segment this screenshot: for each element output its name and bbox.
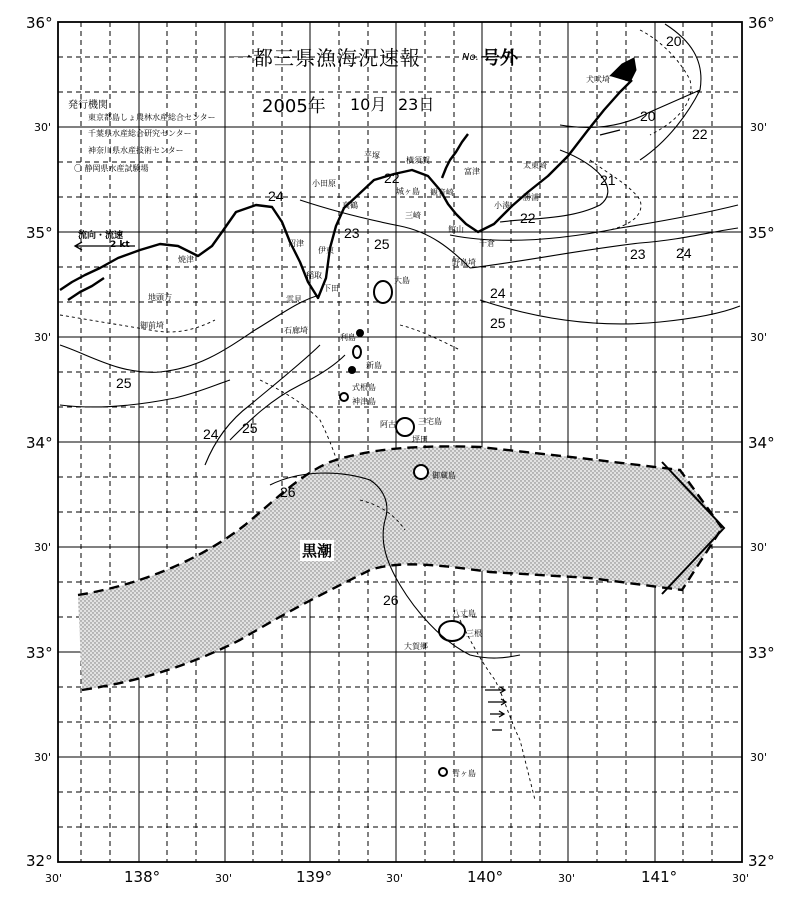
isotherm-label: 25 <box>490 315 506 331</box>
lon-label: 141° <box>641 868 678 886</box>
aogashima-island <box>439 768 447 776</box>
isotherm-label: 23 <box>344 225 360 241</box>
kuroshio-label: 黒潮 <box>302 542 333 560</box>
issuer-item: 千葉県水産総合研究センター <box>88 129 192 138</box>
lat-label-left: 33° <box>26 644 53 662</box>
current-legend-label: 流向・流速 <box>78 231 124 241</box>
place-label: 阿古 <box>380 420 396 429</box>
lat-label-right: 30' <box>750 541 768 554</box>
lat-label-right: 33° <box>748 644 775 662</box>
lat-label-right: 30' <box>750 751 768 764</box>
place-label: 坪田 <box>412 435 428 444</box>
isotherm-label: 25 <box>374 236 390 252</box>
place-label: 小田原 <box>312 179 336 188</box>
place-label: 雲見 <box>286 295 302 304</box>
place-label: 平塚 <box>364 151 380 160</box>
place-label: 焼津 <box>178 255 194 264</box>
lat-label-right: 30' <box>750 121 768 134</box>
place-label: 稲取 <box>306 271 322 280</box>
lat-label-right: 30' <box>750 331 768 344</box>
place-label: 太東崎 <box>523 161 547 170</box>
lat-label-left: 30' <box>34 751 52 764</box>
place-label: 神津島 <box>352 397 376 406</box>
place-label: 館山 <box>448 225 464 234</box>
lat-label-right: 36° <box>748 14 775 32</box>
place-label: 下田 <box>323 284 339 293</box>
place-label: 利島 <box>340 333 356 342</box>
place-label: 犬吠埼 <box>586 75 610 84</box>
isotherm-label: 24 <box>676 245 692 261</box>
lon-label: 30' <box>45 872 63 885</box>
oshima-island <box>374 281 392 303</box>
kozushima-island <box>340 393 348 401</box>
isotherm-label: 26 <box>280 484 296 500</box>
place-label: 小湊 <box>494 201 510 210</box>
isotherm-label: 20 <box>666 33 682 49</box>
place-label: 大島 <box>394 276 410 285</box>
isotherm-label: 24 <box>268 188 284 204</box>
place-label: 石廊埼 <box>284 326 308 335</box>
place-label: 富津 <box>464 167 480 176</box>
lon-label: 30' <box>386 872 404 885</box>
toshima-island <box>357 330 363 336</box>
place-label: 大賀郷 <box>404 642 428 651</box>
place-label: 御前埼 <box>140 321 164 330</box>
isotherm-label: 26 <box>383 592 399 608</box>
mikura-island <box>414 465 428 479</box>
bulletin-number-label: 号外 <box>482 48 518 69</box>
isotherm-label: 20 <box>640 108 656 124</box>
isotherm-label: 23 <box>630 246 646 262</box>
lat-label-left: 34° <box>26 434 53 452</box>
isotherm-label: 25 <box>116 375 132 391</box>
lat-label-left: 30' <box>34 541 52 554</box>
bulletin-number-mark: No. <box>462 52 479 63</box>
isotherm-label: 24 <box>490 285 506 301</box>
place-label: 横須賀 <box>406 156 430 165</box>
place-label: 伊東 <box>318 246 334 255</box>
isotherm-label: 24 <box>203 426 219 442</box>
place-label: 真鶴 <box>342 201 358 210</box>
isotherm-label: 25 <box>242 420 258 436</box>
lon-label: 138° <box>124 868 161 886</box>
lon-label: 139° <box>296 868 333 886</box>
place-label: 三崎 <box>405 211 421 220</box>
issuer-item: 東京都島しょ農林水産総合センター <box>88 113 216 122</box>
current-legend-speed: 2 kt <box>110 240 130 250</box>
lat-label-right: 32° <box>748 852 775 870</box>
place-label: 三根 <box>466 629 482 638</box>
date-year: 2005年 <box>262 96 326 117</box>
issuer-item: 神奈川県水産技術センター <box>88 146 184 155</box>
shikinejima-island <box>349 367 355 373</box>
place-label: 沼津 <box>288 239 304 248</box>
place-label: 青ヶ島 <box>452 769 476 778</box>
isotherm-label: 22 <box>384 170 400 186</box>
lon-label: 30' <box>215 872 233 885</box>
place-label: 勝浦 <box>523 193 539 202</box>
lon-label: 30' <box>558 872 576 885</box>
niijima-island <box>353 346 361 358</box>
lat-label-left: 32° <box>26 852 53 870</box>
place-label: 観音崎 <box>430 188 454 197</box>
isotherm-label: 22 <box>692 126 708 142</box>
lat-label-right: 35° <box>748 224 775 242</box>
place-label: 御蔵島 <box>432 471 456 480</box>
lon-label: 140° <box>467 868 504 886</box>
place-label: 野島埼 <box>452 258 476 267</box>
isotherm-label: 22 <box>520 210 536 226</box>
lat-label-left: 30' <box>34 331 52 344</box>
issuer-item: 〇 静岡県水産試験場 <box>74 164 149 173</box>
place-label: 三宅島 <box>418 417 442 426</box>
place-label: 地頭方 <box>148 293 172 302</box>
lat-label-right: 34° <box>748 434 775 452</box>
place-label: 八丈島 <box>452 609 476 618</box>
lat-label-left: 30' <box>34 121 52 134</box>
place-label: 城ヶ島 <box>396 187 420 196</box>
place-label: 新島 <box>366 361 382 370</box>
bulletin-title: 一都三県漁海況速報 <box>232 46 421 70</box>
hachijo-island <box>439 621 465 641</box>
lat-label-left: 36° <box>26 14 53 32</box>
isotherm-label: 21 <box>600 172 616 188</box>
date-day: 23日 <box>398 95 435 114</box>
date-month: 10月 <box>350 95 387 114</box>
place-label: 式根島 <box>352 383 376 392</box>
issuers-heading: 発行機関 <box>68 100 108 111</box>
lat-label-left: 35° <box>26 224 53 242</box>
lon-label: 30' <box>732 872 750 885</box>
place-label: 千倉 <box>479 239 495 248</box>
